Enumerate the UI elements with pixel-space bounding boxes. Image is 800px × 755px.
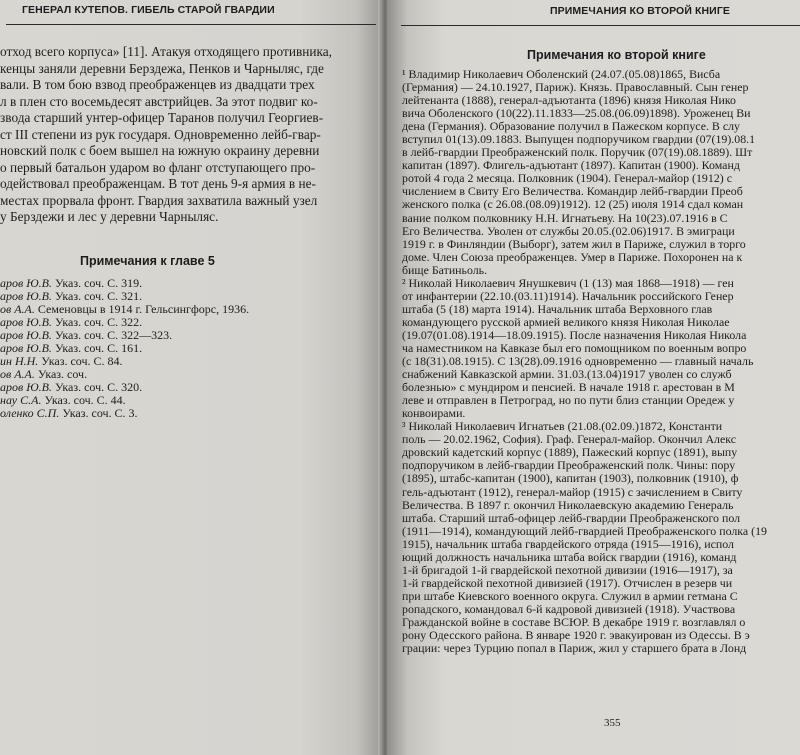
note-author: ин Н.Н. [0, 354, 39, 368]
right-body-line: доме. Член Союза преображенцев. Умер в Париже. Похоронен на к [402, 249, 743, 264]
right-body-line: бище Батиньоль. [402, 262, 488, 277]
right-body-line: 1919 г. в Финляндии (Выборг), затем жил в Париже, служил в торго [402, 236, 746, 251]
right-body-line: подпоручиком в лейб-гвардии Преображенский полк. Чины: пору [402, 458, 736, 473]
left-notes-list [0, 277, 249, 420]
right-body-line: командующего русской армией великого князя Николая Николае [402, 314, 730, 329]
right-body-line: (1895), штабс-капитан (1900), капитан (1903), полковник (1910), ф [402, 471, 739, 486]
note-text: Семеновцы в 1914 г. Гельсингфорс, 1936. [34, 302, 250, 316]
right-body-line: при штабе Киевского военного округа. Служил в армии гетмана С [402, 588, 738, 603]
left-header-rule [6, 24, 376, 25]
right-body-line: ¹ Владимир Николаевич Оболенский (24.07.(05.08)1865, Висба [402, 67, 721, 81]
left-body-line: у Берздежи и лес у деревни Чарныляс. [0, 209, 219, 224]
left-body-line: кенцы заняли деревни Берздежа, Пенков и Чарныляс, где [0, 60, 324, 76]
note-author: аров Ю.В. [0, 276, 52, 290]
note-text: Указ. соч. С. 322—323. [51, 328, 173, 342]
left-body-text [0, 44, 332, 226]
right-body-line: вание полком полковнику Н.Н. Игнатьеву. На 10(23).07.1916 в С [402, 210, 728, 225]
right-body-line: ² Николай Николаевич Янушкевич (1 (13) мая 1868—1918) — ген [402, 275, 734, 290]
page-number: 355 [604, 717, 621, 729]
left-notes-title: Примечания к главе 5 [80, 254, 215, 268]
right-body-line: (19.07(01.08).1914—18.09.1915). После назначения Николая Никола [402, 327, 747, 342]
right-running-header: ПРИМЕЧАНИЯ КО ВТОРОЙ КНИГЕ [550, 5, 730, 17]
right-body-line: гель-адъютант (1912), генерал-майор (1915) с зачислением в Свиту [402, 484, 743, 499]
left-page [0, 0, 383, 755]
note-item [0, 407, 249, 420]
note-text: Указ. соч. С. 84. [38, 354, 123, 368]
note-text: Указ. соч. С. 44. [41, 393, 126, 407]
right-body-line: конвоирами. [402, 406, 466, 421]
right-body-line: 1915), начальник штаба гвардейского отряда (1915—1916), испол [402, 536, 734, 551]
note-author: аров Ю.В. [0, 289, 52, 303]
right-body-line: капитан (1897). Флигель-адъютант (1897). Капитан (1900). Команд [402, 158, 740, 173]
right-body-line: 1-й бригадой 1-й гвардейской пехотной дивизии (1916—1917), за [402, 562, 733, 577]
left-body-line: л в плен сто восемьдесят австрийцев. За этот подвиг ко- [0, 93, 318, 109]
note-text: Указ. соч. С. 3. [59, 406, 138, 420]
note-author: аров Ю.В. [0, 328, 52, 342]
right-section-title: Примечания ко второй книге [527, 48, 706, 62]
right-body-line: дена (Германия). Образование получил в Пажеском корпусе. В слу [402, 119, 740, 134]
right-body-line: в лейб-гвардии Преображенский полк. Поручик (07(19).08.1889). Шт [402, 145, 753, 160]
right-body-text [402, 68, 767, 655]
note-author: аров Ю.В. [0, 341, 52, 355]
right-body-line: ча наместником на Кавказе был его помощником по военным вопро [402, 340, 747, 355]
note-text: Указ. соч. С. 161. [51, 341, 143, 355]
note-author: аров Ю.В. [0, 315, 52, 329]
right-body-line: лейтенанта (1888), генерал-адъютанта (1896) князя Николая Нико [402, 93, 736, 108]
note-text: Указ. соч. [34, 367, 88, 381]
right-body-line: от инфантерии (22.10.(03.11)1914). Начальник российского Генер [402, 288, 734, 303]
right-page [387, 0, 800, 755]
right-body-line: 1-й гвардейской пехотной дивизией (1917). Отчислен в резерв чи [402, 575, 733, 590]
right-body-line: женского полка (с 26.08.(08.09)1912). 12 (25) июля 1914 сдал коман [402, 197, 744, 212]
right-body-line: (1911—1914), командующий лейб-гвардией Преображенского полка (19 [402, 523, 768, 538]
left-running-header: ГЕНЕРАЛ КУТЕПОВ. ГИБЕЛЬ СТАРОЙ ГВАРДИИ [22, 4, 275, 16]
left-body-line: ст III степени из рук государя. Одновременно лейб-гвар- [0, 126, 321, 142]
right-body-line: Величества. В 1897 г. окончил Николаевскую академию Генераль [402, 497, 734, 512]
right-body-line: (с 18(31).08.1915). С 13(28).09.1916 одновременно — главный началь [402, 354, 754, 369]
note-author: ов А.А. [0, 367, 35, 381]
left-body-line: вали. В том бою взвод преображенцев из двадцати трех [0, 77, 315, 92]
note-author: ов А.А. [0, 302, 35, 316]
right-body-line: (Германия) — 24.10.1927, Париж). Князь. Православный. Сын генер [402, 80, 749, 95]
right-body-line: числением в Свиту Его Величества. Командир лейб-гвардии Преоб [402, 184, 743, 199]
note-text: Указ. соч. С. 321. [51, 289, 143, 303]
right-body-line: штаба (5 (18) марта 1914). Начальник штаба Верховного глав [402, 301, 713, 316]
right-body-line: грации: через Турцию попал в Париж, жил у старшего брата в Лонд [402, 641, 747, 656]
left-body-line: одействовал преображенцам. В тот день 9-я армия в не- [0, 176, 316, 191]
right-body-line: вича Оболенского (10(22).11.1833—25.08.(06.09)1898). Уроженец Ви [402, 106, 751, 121]
right-body-line: ропадского, командовал 6-й кадровой дивизией (1918). Участвова [402, 601, 736, 616]
right-body-line: штаба. Старший штаб-офицер лейб-гвардии Преображенского пол [402, 510, 741, 525]
left-body-line: новский полк с боем вышел на южную окраину деревни [0, 143, 320, 158]
right-body-line: рону Одесского района. В январе 1920 г. эвакуирован из Одессы. В э [402, 628, 750, 643]
note-text: Указ. соч. С. 320. [51, 380, 143, 394]
right-body-line: леве и отправлен в Петроград, но по пути близ станции Оредеж у [402, 393, 735, 408]
note-text: Указ. соч. С. 322. [51, 315, 143, 329]
right-body-line: вступил 01(13).09.1883. Выпущен подпоручиком гвардии (07(19).08.1 [402, 132, 756, 147]
right-body-line: болезнью» с мундиром и пенсией. В начале 1918 г. арестован в М [402, 380, 735, 395]
left-body-line: местах прорвала фронт. Гвардия захватила важный узел [0, 192, 318, 208]
right-body-line: поль — 20.02.1962, София). Граф. Генерал-майор. Окончил Алекс [402, 432, 737, 447]
note-author: аров Ю.В. [0, 380, 52, 394]
left-body-line: звода старший унтер-офицер Таранов получил Георгиев- [0, 110, 324, 125]
note-author: оленко С.П. [0, 406, 60, 420]
right-body-line: дровский кадетский корпус (1889), Пажеский корпус (1891), выпу [402, 445, 738, 460]
right-body-line: Его Величества. Уволен от службы 20.05.(02.06)1917. В эмиграци [402, 223, 735, 238]
right-body-line: ротой 4 года 2 месяца. Полковник (1904). Генерал-майор (1912) с [402, 171, 732, 186]
right-body-line: ³ Николай Николаевич Игнатьев (21.08.(02.09.)1872, Константи [402, 419, 723, 434]
right-body-line: Гражданской войне в составе ВСЮР. В декабре 1919 г. возглавлял о [402, 614, 746, 629]
note-text: Указ. соч. С. 319. [51, 276, 143, 290]
left-body-line: о первый батальон ударом во фланг отступающего про- [0, 159, 316, 175]
right-header-rule [401, 25, 800, 26]
note-author: нау С.А. [0, 393, 42, 407]
right-body-line: снабжений Кавказской армии. 31.03.(13.04)1917 уволен со служб [402, 367, 732, 382]
left-body-line: отход всего корпуса» [11]. Атакуя отходящего противника, [0, 44, 332, 59]
right-body-line: ющий должность начальника штаба войск гвардии (1916), команд [402, 549, 737, 564]
